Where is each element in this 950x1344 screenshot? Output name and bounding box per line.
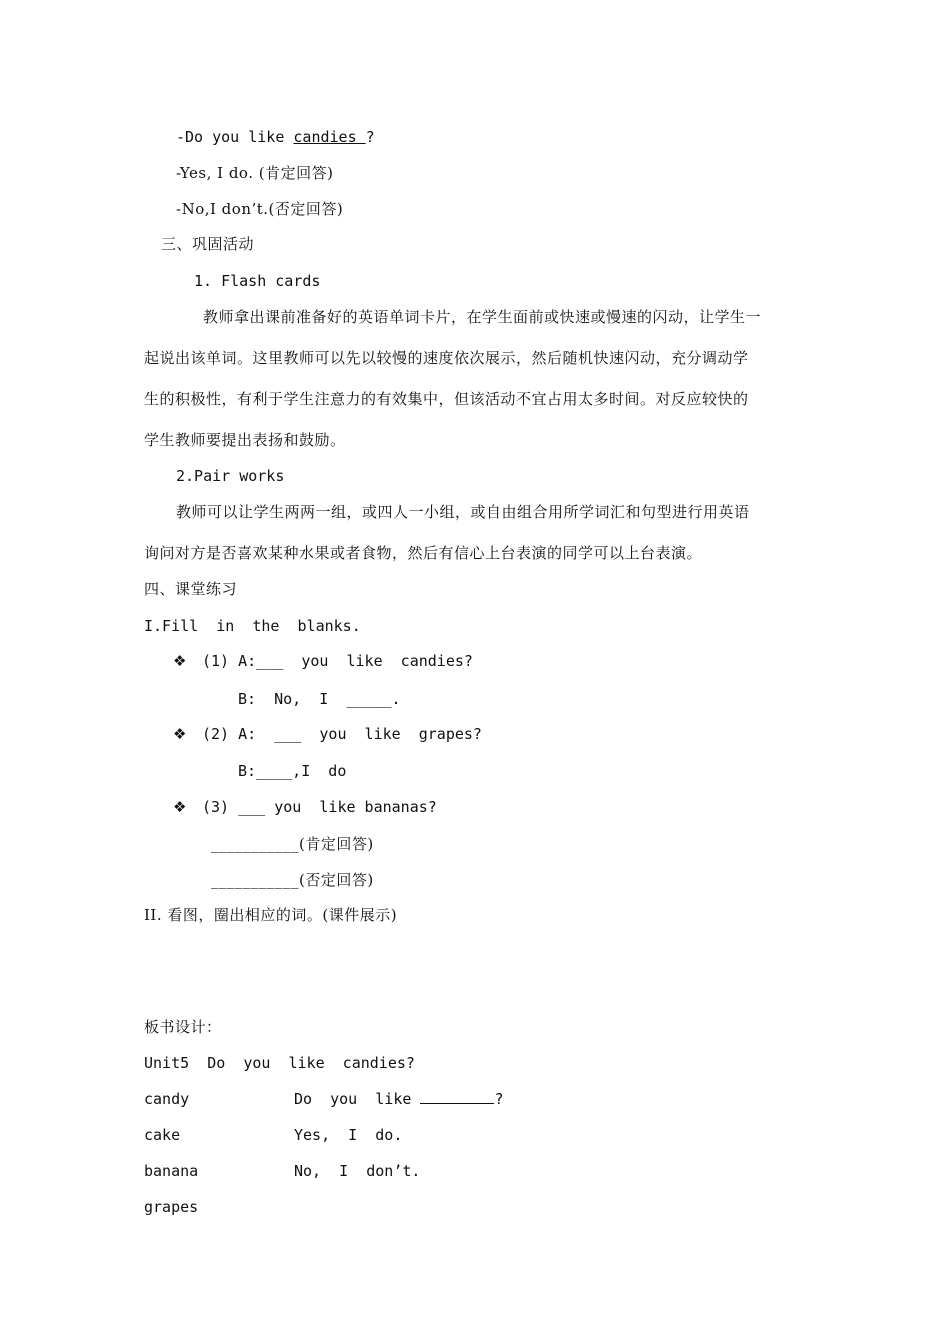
question2-a: (2) A: ___ you like grapes? — [202, 725, 482, 743]
board-sentence-question-prefix: Do you like — [294, 1090, 421, 1108]
section3-item2: 2.Pair works — [176, 467, 285, 485]
dialog-question-suffix: ? — [365, 128, 375, 146]
board-blank — [420, 1089, 494, 1104]
question3-a: (3) ___ you like bananas? — [202, 798, 437, 816]
section3-para1-line3: 生的积极性，有利于学生注意力的有效集中，但该活动不宜占用太多时间。对反应较快的 — [144, 390, 749, 408]
bullet-icon: ❖ — [173, 798, 187, 816]
dialog-question-prefix: -Do you like — [176, 128, 294, 146]
section3-item1: 1. Flash cards — [194, 272, 321, 290]
bullet-icon: ❖ — [173, 725, 187, 743]
section3-para1-line4: 学生教师要提出表扬和鼓励。 — [144, 431, 346, 449]
section3-heading: 三、巩固活动 — [161, 235, 255, 253]
section4-heading: 四、课堂练习 — [144, 580, 238, 598]
board-sentence-question — [294, 1089, 503, 1109]
section3-para2-line2: 询问对方是否喜欢某种水果或者食物，然后有信心上台表演的同学可以上台表演。 — [144, 544, 703, 562]
board-title: Unit5 Do you like candies? — [144, 1054, 415, 1072]
board-word-candy: candy — [144, 1090, 190, 1108]
section4-part2: II. 看图，圈出相应的词。(课件展示) — [144, 906, 398, 924]
section3-para2-line1: 教师可以让学生两两一组，或四人一小组，或自由组合用所学词汇和句型进行用英语 — [176, 503, 750, 521]
board-heading: 板书设计： — [144, 1018, 222, 1036]
section3-para1-line2: 起说出该单词。这里教师可以先以较慢的速度依次展示，然后随机快速闪动，充分调动学 — [144, 349, 749, 367]
question2-b: B:____,I do — [238, 762, 347, 780]
board-sentence-yes: Yes, I do. — [294, 1126, 403, 1144]
board-word-banana: banana — [144, 1162, 199, 1180]
question3-b: ___________(肯定回答) — [211, 835, 374, 853]
board-word-grapes: grapes — [144, 1198, 199, 1216]
dialog-yes: -Yes, I do. (肯定回答) — [176, 164, 334, 182]
board-word-cake: cake — [144, 1126, 181, 1144]
dialog-no: -No,I don’t.(否定回答) — [176, 200, 344, 218]
dialog-question-word: candies — [293, 128, 366, 146]
question1-a: (1) A:___ you like candies? — [202, 652, 473, 670]
board-sentence-no: No, I don’t. — [294, 1162, 421, 1180]
section3-para1-line1: 教师拿出课前准备好的英语单词卡片，在学生面前或快速或慢速的闪动，让学生一 — [203, 308, 762, 326]
question1-b: B: No, I _____. — [238, 690, 401, 708]
question3-c: ___________(否定回答) — [211, 871, 374, 889]
board-sentence-question-suffix: ? — [494, 1090, 504, 1108]
section4-part1: I.Fill in the blanks. — [144, 617, 361, 635]
bullet-icon: ❖ — [173, 652, 187, 670]
dialog-question — [176, 127, 375, 147]
